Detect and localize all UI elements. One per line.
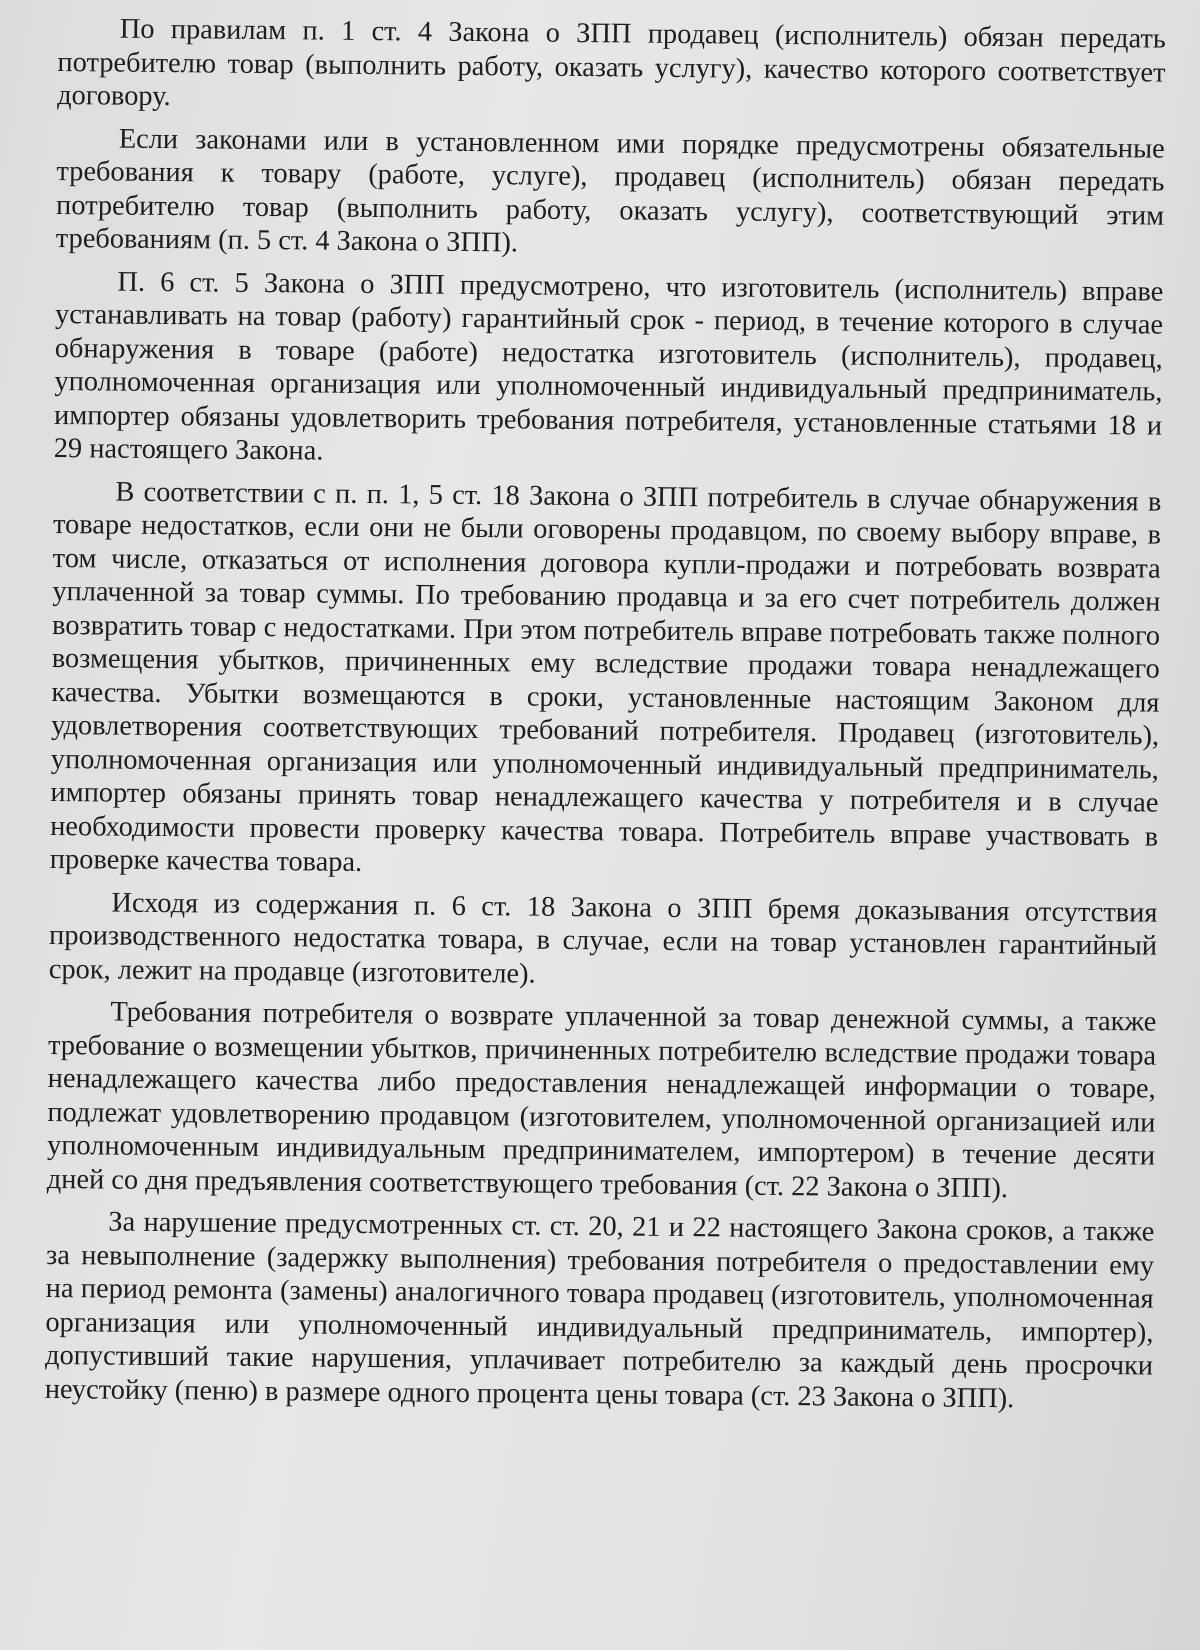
- paragraph-7: За нарушение предусмотренных ст. ст. 20, 21 и 22 настоящего Закона сроков, а также за невыполнение (задержку выполнения) требования потребителя о предоставлении ему на период ремонта (замены) аналогичного товара продавец (изготовитель, уполномоченная организация или уполномоченный индивидуальный предприниматель, импортер), допустивший такие нарушения, уплачивает потребителю за каждый день просрочки неустойку (пеню) в размере одного процента цены товара (ст. 23 Закона о ЗПП).: [44, 1206, 1155, 1414]
- paragraph-5: Исходя из содержания п. 6 ст. 18 Закона о ЗПП бремя доказывания отсутствия производственного недостатка товара, в случае, если на товар установлен гарантийный срок, лежит на продавце (изготовителе).: [48, 887, 1158, 990]
- paragraph-2: Если законами или в установленном ими порядке предусмотрены обязательные требования к товару (работе, услуге), продавец (исполнитель) обязан передать потребителю товар (выполнить работу, оказать услугу), соответствующий этим требованиям (п. 5 ст. 4 Закона о ЗПП).: [55, 123, 1165, 259]
- paragraph-1: По правилам п. 1 ст. 4 Закона о ЗПП продавец (исполнитель) обязан передать потребителю товар (выполнить работу, оказать услугу), качество которого соответствует договору.: [57, 13, 1166, 113]
- document-body: [45, 12, 1166, 1417]
- paragraph-3: П. 6 ст. 5 Закона о ЗПП предусмотрено, что изготовитель (исполнитель) вправе устанавливать на товар (работу) гарантийный срок - период, в течение которого в случае обнаружения в товаре (работе) недостатка изготовитель (исполнитель), продавец, уполномоченная организация или уполномоченный индивидуальный предприниматель, импортер обязаны удовлетворить требования потребителя, установленные статьями 18 и 29 настоящего Закона.: [53, 266, 1164, 467]
- paragraph-6: Требования потребителя о возврате уплаченной за товар денежной суммы, а также требование о возмещении убытков, причиненных потребителю вследствие продажи товара ненадлежащего качества либо предоставления ненадлежащей информации о товаре, подлежат удовлетворению продавцом (изготовителем, уполномоченной организацией или уполномоченным индивидуальным предпринимателем, импортером) в течение десяти дней со дня предъявления соответствующего требования (ст. 22 Закона о ЗПП).: [46, 996, 1157, 1204]
- paragraph-4: В соответствии с п. п. 1, 5 ст. 18 Закона о ЗПП потребитель в случае обнаружения в товаре недостатков, если они не были оговорены продавцом, по своему выбору вправе, в том числе, отказаться от исполнения договора купли-продажи и потребовать возврата уплаченной за товар суммы. По требованию продавца и за его счет потребитель должен возвратить товар с недостатками. При этом потребитель вправе потребовать также полного возмещения убытков, причиненных ему вследствие продажи товара ненадлежащего качества. Убытки возмещаются в сроки, установленные настоящим Законом для удовлетворения соответствующих требований потребителя. Продавец (изготовитель), уполномоченная организация или уполномоченный индивидуальный предприниматель, импортер обязаны принять товар ненадлежащего качества у потребителя и в случае необходимости провести проверку качества товара. Потребитель вправе участвовать в проверке качества товара.: [49, 476, 1162, 878]
